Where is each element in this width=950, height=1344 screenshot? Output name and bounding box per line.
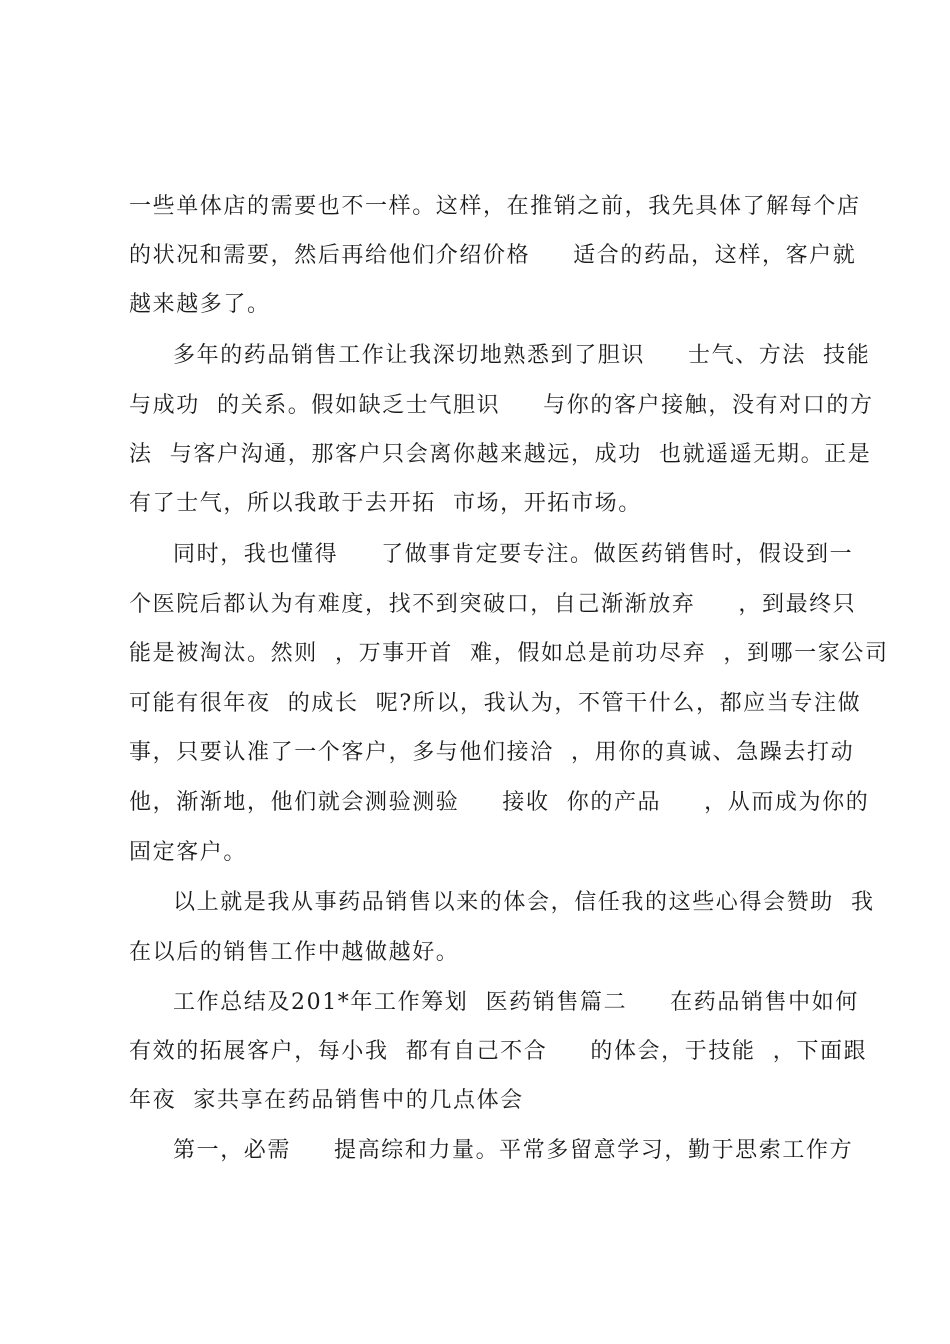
text-line: 在以后的销售工作中越做越好。 xyxy=(129,940,460,965)
text-line: 能是被淘汰。然则 ，万事开首 难，假如总是前功尽弃 ，到哪一家公司 xyxy=(129,641,889,666)
paragraph-first-line: 以上就是我从事药品销售以来的体会，信任我的这些心得会赞助 我 xyxy=(173,890,875,915)
paragraph-first-line: 同时，我也懂得 了做事肯定要专注。做医药销售时，假设到一 xyxy=(173,542,854,567)
text-line: 个医院后都认为有难度，找不到突破口，自己渐渐放弃 ，到最终只 xyxy=(129,592,857,617)
paragraph-first-line: 多年的药品销售工作让我深切地熟悉到了胆识 士气、方法 技能 xyxy=(173,343,871,368)
text-line: 固定客户。 xyxy=(129,840,248,865)
text-line: 与成功 的关系。假如缺乏士气胆识 与你的客户接触，没有对口的方 xyxy=(129,393,874,418)
text-line: 的状况和需要，然后再给他们介绍价格 适合的药品，这样，客户就 xyxy=(129,243,857,268)
text-line: 他，渐渐地，他们就会测验测验 接收 你的产品 ，从而成为你的 xyxy=(129,790,870,815)
text-line: 法 与客户沟通，那客户只会离你越来越远，成功 也就遥遥无期。正是 xyxy=(129,442,872,467)
text-line: 事，只要认准了一个客户，多与他们接洽 ，用你的真诚、急躁去打动 xyxy=(129,740,855,765)
text-line: 越来越多了。 xyxy=(129,292,271,317)
paragraph-first-line: 第一，必需 提高综和力量。平常多留意学习，勤于思索工作方 xyxy=(173,1138,854,1163)
text-line: 年夜 家共享在药品销售中的几点体会 xyxy=(129,1088,524,1113)
paragraph-first-line: 工作总结及201*年工作筹划 医药销售篇二 在药品销售中如何 xyxy=(173,990,859,1015)
text-line: 一些单体店的需要也不一样。这样，在推销之前，我先具体了解每个店 xyxy=(129,194,861,219)
text-line: 有效的拓展客户，每小我 都有自己不合 的体会，于技能 ，下面跟 xyxy=(129,1039,868,1064)
text-line: 有了士气，所以我敢于去开拓 市场，开拓市场。 xyxy=(129,491,642,516)
text-line: 可能有很年夜 的成长 呢?所以，我认为，不管干什么，都应当专注做 xyxy=(129,691,862,716)
